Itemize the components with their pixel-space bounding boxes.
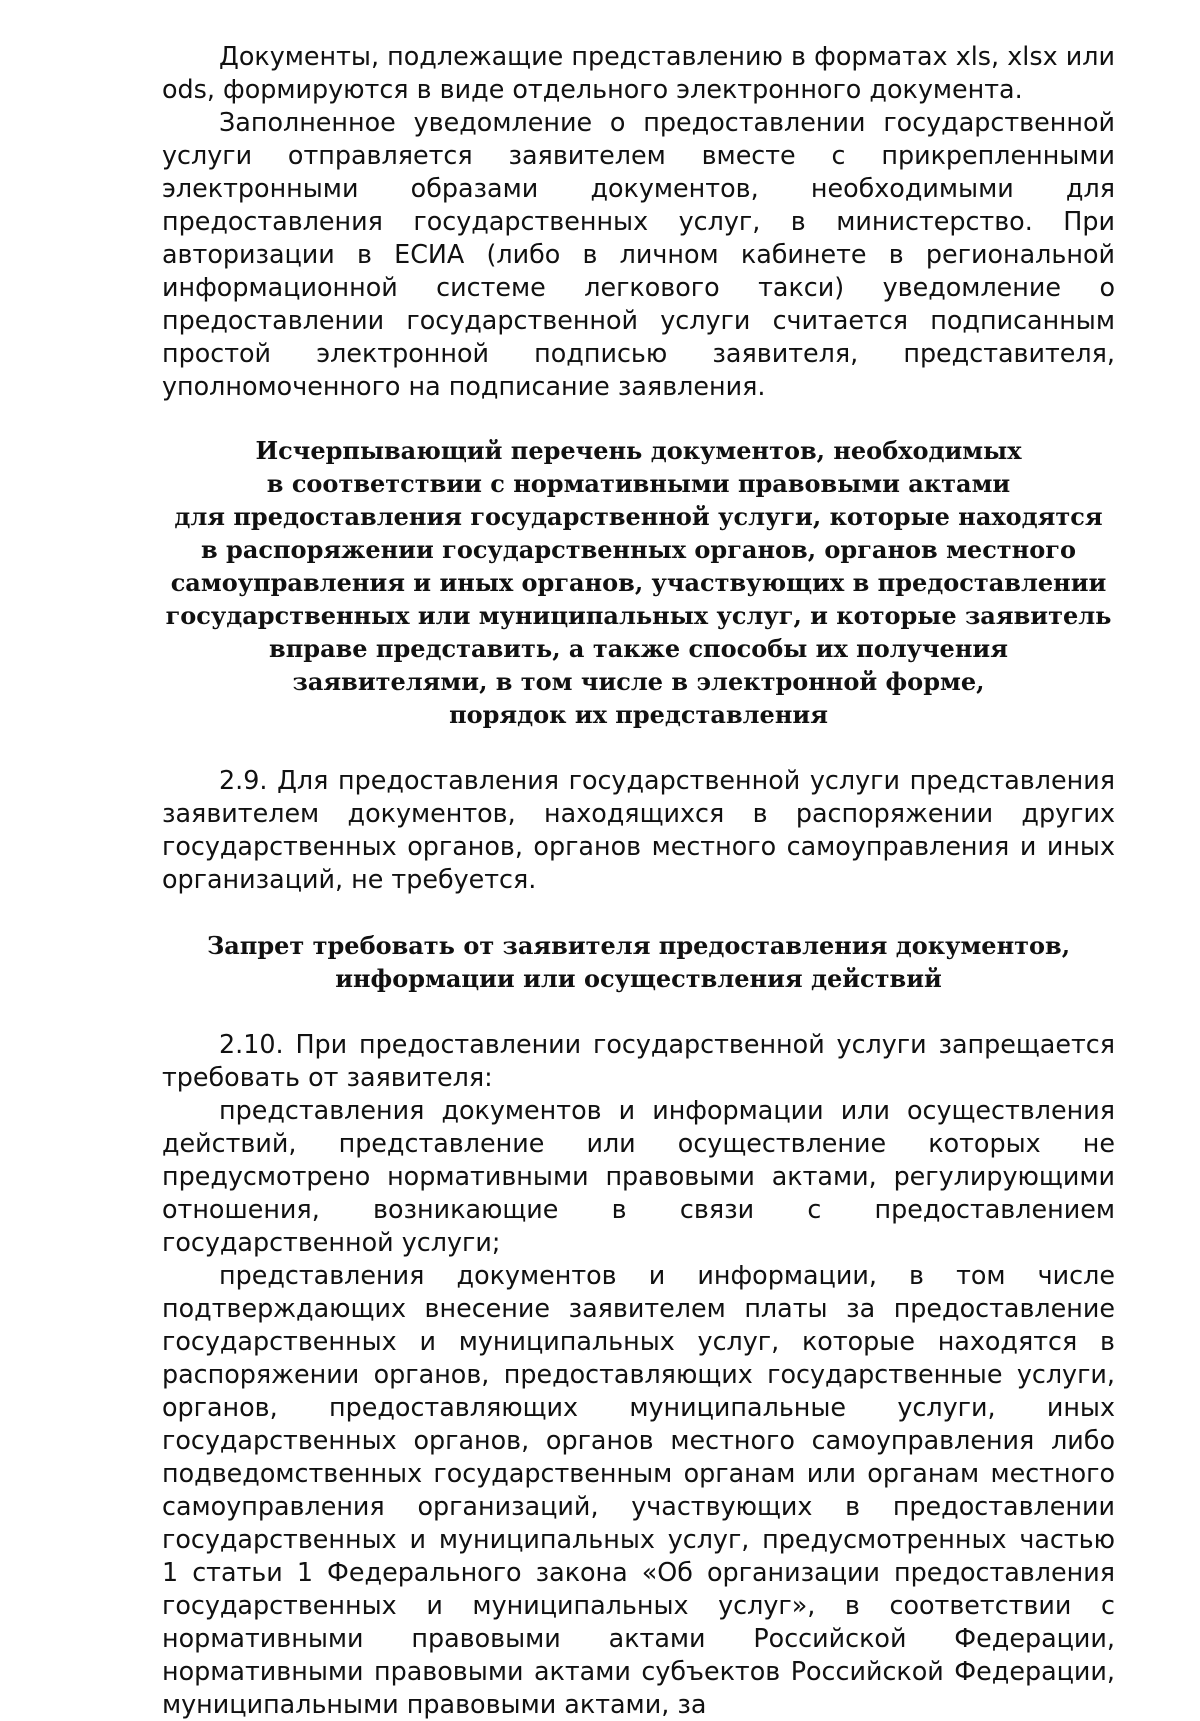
paragraph-2-9: 2.9. Для предоставления государственной услуги представления заявителем документов, находящихся в распоряжении других государственных органов, органов местного самоуправления и иных организаций, не требуется. xyxy=(162,765,1115,894)
paragraph-file-formats: Документы, подлежащие представлению в форматах xls, xlsx или ods, формируются в виде отдельного электронного документа. xyxy=(162,41,1115,104)
heading-line: информации или осуществления действий xyxy=(335,964,942,993)
heading-line: в распоряжении государственных органов, органов местного xyxy=(201,535,1076,564)
document-page xyxy=(162,40,1115,1721)
heading-line: самоуправления и иных органов, участвующих в предоставлении xyxy=(170,568,1107,597)
paragraph-2-10-item-a: представления документов и информации или осуществления действий, представление или осуществление которых не предусмотрено нормативными правовыми актами, регулирующими отношения, возникающие в связи с предоставлением государственной услуги; xyxy=(162,1095,1115,1257)
paragraph-2-10-item-b: представления документов и информации, в том числе подтверждающих внесение заявителем платы за предоставление государственных и муниципальных услуг, которые находятся в распоряжении органов, предоставляющих государственные услуги, органов, предоставляющих муниципальные услуги, иных государственных органов, органов местного самоуправления либо подведомственных государственным органам или органам местного самоуправления организаций, участвующих в предоставлении государственных и муниципальных услуг, предусмотренных частью 1 статьи 1 Федерального закона «Об организации предоставления государственных и муниципальных услуг», в соответствии с нормативными правовыми актами Российской Федерации, нормативными правовыми актами субъектов Российской Федерации, муниципальными правовыми актами, за xyxy=(162,1260,1115,1719)
paragraph-2-10: 2.10. При предоставлении государственной услуги запрещается требовать от заявителя: xyxy=(162,1029,1115,1092)
heading-line: заявителями, в том числе в электронной форме, xyxy=(292,667,985,696)
section-heading-documents-list xyxy=(162,434,1115,731)
heading-line: для предоставления государственной услуги, которые находятся xyxy=(174,502,1103,531)
heading-line: в соответствии с нормативными правовыми актами xyxy=(266,469,1011,498)
heading-line: порядок их представления xyxy=(449,700,828,729)
heading-line: вправе представить, а также способы их получения xyxy=(269,634,1008,663)
section-heading-prohibition xyxy=(162,929,1115,995)
heading-line: Запрет требовать от заявителя предоставления документов, xyxy=(206,931,1071,960)
heading-line: Исчерпывающий перечень документов, необходимых xyxy=(255,436,1022,465)
paragraph-notification-submission: Заполненное уведомление о предоставлении государственной услуги отправляется заявителем вместе с прикрепленными электронными образами документов, необходимыми для предоставления государственных услуг, в министерство. При авторизации в ЕСИА (либо в личном кабинете в региональной информационной системе легкового такси) уведомление о предоставлении государственной услуги считается подписанным простой электронной подписью заявителя, представителя, уполномоченного на подписание заявления. xyxy=(162,107,1115,401)
heading-line: государственных или муниципальных услуг, и которые заявитель xyxy=(165,601,1112,630)
